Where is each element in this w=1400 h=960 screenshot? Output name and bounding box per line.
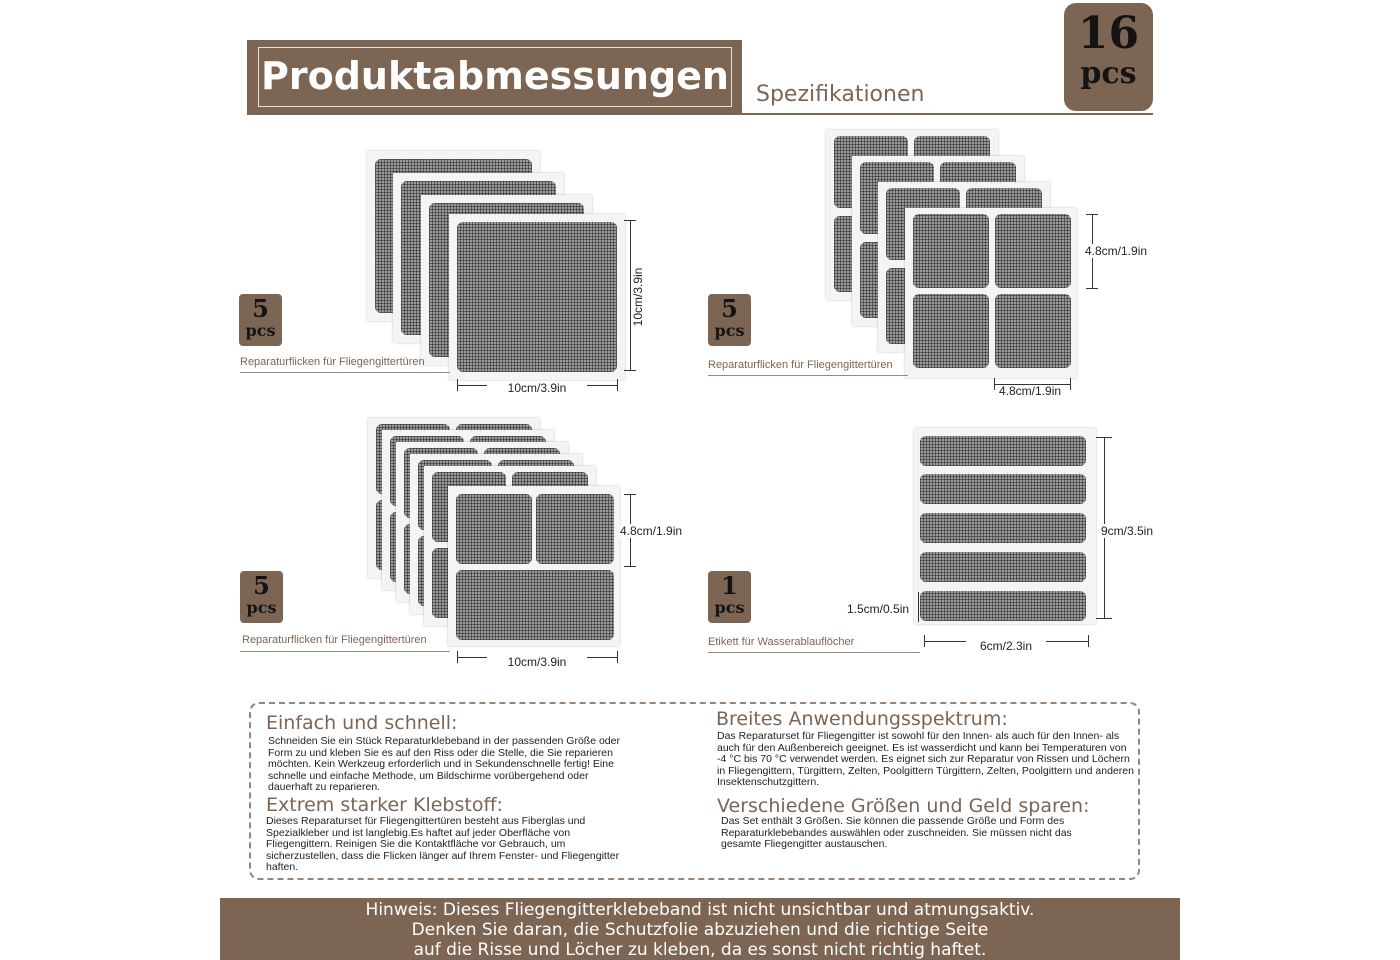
- patch-sheet: [448, 486, 620, 646]
- dim-width-label: 4.8cm/1.9in: [999, 384, 1062, 398]
- dim-tick: [624, 220, 636, 221]
- unit: pcs: [714, 598, 745, 617]
- count-badge: [708, 294, 751, 346]
- header-divider: [247, 113, 1153, 115]
- footer-line: auf die Risse und Löcher zu kleben, da es sonst nicht richtig haftet.: [413, 940, 987, 960]
- dim-tick: [1096, 437, 1112, 438]
- dim-height-label: 4.8cm/1.9in: [1085, 244, 1148, 258]
- page-subtitle: Spezifikationen: [756, 82, 925, 107]
- footer-line: Hinweis: Dieses Fliegengitterklebeband ist nicht unsichtbar und atmungsaktiv.: [365, 900, 1035, 920]
- count-badge: [708, 571, 751, 623]
- patch-sheet: [905, 208, 1077, 378]
- dim-tick: [624, 370, 636, 371]
- feature-heading: Einfach und schnell:: [266, 712, 458, 734]
- footer-line: Denken Sie daran, die Schutzfolie abzuziehen und die richtige Seite: [411, 920, 989, 940]
- dim-tick: [1096, 618, 1112, 619]
- page-title: Produktabmessungen: [261, 54, 729, 98]
- caption-underline: [708, 375, 908, 376]
- dim-width-label: 10cm/3.9in: [487, 655, 587, 669]
- dim-tick: [624, 566, 636, 567]
- feature-text: Dieses Reparaturset für Fliegengittertüren besteht aus Fiberglas und Spezialkleber und ist langlebig.Es haftet auf jeder Oberfläche von Fliegengittern. Reinigen Sie die Kontaktfläche vor Gebrauch, um sicherzustellen, dass die Flicken länger auf Ihrem Fenster- und Fliegengitter haften.: [266, 815, 620, 873]
- dim-tick: [924, 635, 925, 647]
- feature-heading: Verschiedene Größen und Geld sparen:: [717, 795, 1090, 817]
- caption-underline: [240, 651, 450, 652]
- feature-text: Das Reparaturset für Fliegengitter ist sowohl für den Innen- als auch für den Innen- als auch für den Außenbereich geeignet. Es ist wasserdicht und kann bei Temperaturen von -4 °C bis 70 °C verwendet werden. Es eignet sich zur Reparatur von Rissen und Löchern in Fliegengittern, Türgittern, Zelten, Poolgittern Türgittern, Zelten, Poolgittern und anderen Insektenschutzgittern.: [717, 730, 1134, 788]
- caption: Reparaturflicken für Fliegengittertüren: [240, 356, 425, 368]
- patch-sheet: [914, 428, 1096, 624]
- unit: pcs: [714, 321, 745, 340]
- caption: Reparaturflicken für Fliegengittertüren: [242, 634, 427, 646]
- dim-height-label: 9cm/3.5in: [1101, 524, 1154, 538]
- feature-heading: Extrem starker Klebstoff:: [266, 794, 503, 816]
- total-count: 16: [1077, 8, 1140, 59]
- feature-text: Das Set enthält 3 Größen. Sie können die passende Größe und Form des Reparaturklebebandes auswählen oder zuschneiden. Sie müssen nicht das gesamte Fliegengitter austauschen.: [721, 815, 1072, 850]
- dim-tick: [1086, 214, 1098, 215]
- dim-tick: [1070, 378, 1071, 390]
- feature-heading: Breites Anwendungsspektrum:: [716, 708, 1008, 730]
- count-badge: [240, 571, 283, 623]
- footer-note: [220, 898, 1180, 960]
- dim-width-label: 10cm/3.9in: [487, 381, 587, 395]
- unit: pcs: [246, 598, 277, 617]
- count: 1: [721, 571, 738, 600]
- caption-underline: [240, 372, 450, 373]
- patch-sheet: [449, 214, 625, 380]
- dim-line: [918, 592, 919, 622]
- total-unit: pcs: [1080, 56, 1137, 91]
- dim-tick: [457, 651, 458, 663]
- count: 5: [253, 571, 270, 600]
- caption: Etikett für Wasserablauflöcher: [708, 636, 855, 648]
- dim-height-label: 10cm/3.9in: [631, 267, 645, 327]
- dim-width-label: 6cm/2.3in: [966, 639, 1046, 653]
- caption: Reparaturflicken für Fliegengittertüren: [708, 359, 893, 371]
- dim-tick: [1086, 288, 1098, 289]
- dim-tick: [457, 379, 458, 391]
- dim-tick: [1088, 635, 1089, 647]
- count: 5: [721, 294, 738, 323]
- dim-tick: [994, 378, 995, 390]
- feature-text: Schneiden Sie ein Stück Reparaturklebeband in der passenden Größe oder Form zu und kleben Sie es auf den Riss oder die Stelle, die Sie reparieren möchten. Kein Werkzeug erforderlich und in Sekundenschnelle fertig! Eine schnelle und einfache Methode, um Bildschirme vorübergehend oder dauerhaft zu reparieren.: [268, 735, 620, 793]
- count: 5: [252, 294, 269, 323]
- total-count-badge: [1064, 3, 1153, 111]
- count-badge: [239, 294, 282, 346]
- unit: pcs: [245, 321, 276, 340]
- dim-tick: [624, 494, 636, 495]
- dim-strip-label: 1.5cm/0.5in: [847, 602, 910, 616]
- caption-underline: [708, 652, 920, 653]
- dim-tick: [617, 651, 618, 663]
- dim-tick: [617, 379, 618, 391]
- dim-height-label: 4.8cm/1.9in: [620, 524, 683, 538]
